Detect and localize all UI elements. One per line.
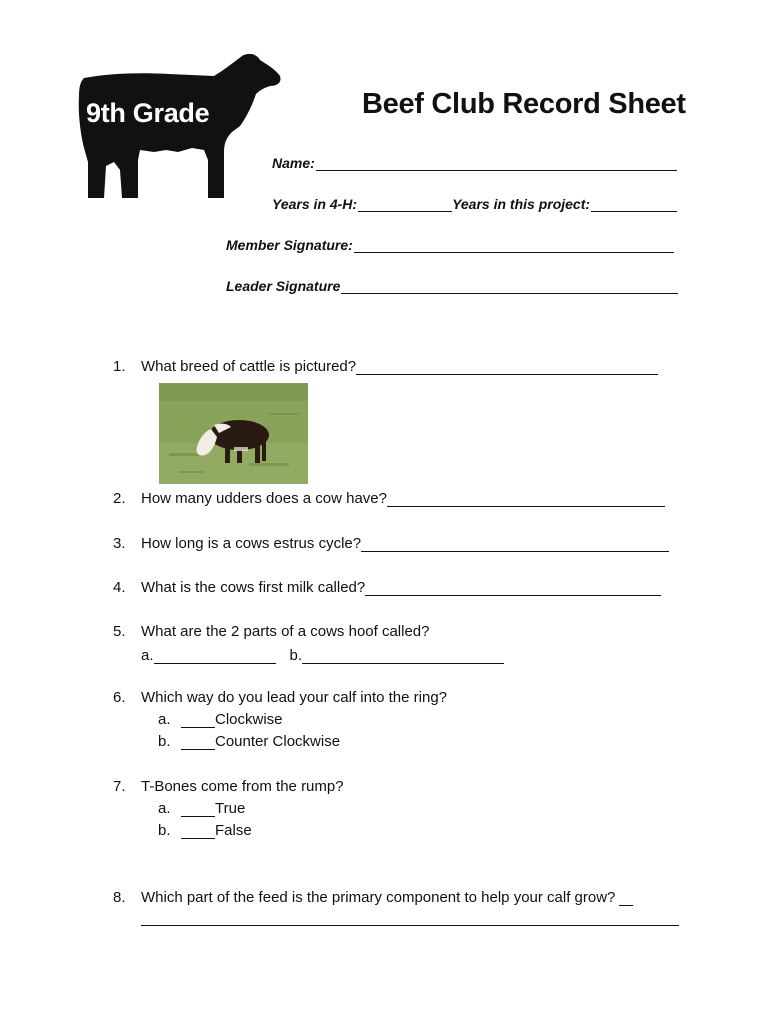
member-signature-line[interactable]: [354, 237, 674, 253]
option-letter: b.: [158, 733, 171, 750]
option-letter: a.: [158, 800, 171, 817]
question-6: [113, 689, 447, 706]
option-blank[interactable]: [181, 801, 215, 817]
question-3: [113, 535, 669, 552]
question-text: What are the 2 parts of a cows hoof called?: [141, 623, 430, 640]
option-blank[interactable]: [181, 823, 215, 839]
option-blank[interactable]: [181, 712, 215, 728]
option-label: True: [215, 800, 246, 817]
answer-line[interactable]: [387, 491, 665, 507]
question-8: [113, 889, 633, 906]
leader-signature-field[interactable]: [226, 278, 678, 294]
question-number: 4.: [113, 579, 126, 596]
page-title: Beef Club Record Sheet: [362, 88, 686, 120]
question-text: What breed of cattle is pictured?: [141, 358, 357, 375]
question-4: [113, 579, 661, 596]
years-project-label: Years in this project:: [452, 196, 591, 212]
option-letter: a.: [158, 711, 171, 728]
leader-signature-line[interactable]: [341, 278, 678, 294]
question-text: Which way do you lead your calf into the ring?: [141, 689, 447, 706]
name-field[interactable]: [272, 155, 677, 171]
question-text: How many udders does a cow have?: [141, 490, 387, 507]
question-7: [113, 778, 344, 795]
answer-b-letter: b.: [289, 647, 303, 664]
question-number: 1.: [113, 358, 126, 375]
option-label: Clockwise: [215, 711, 283, 728]
option-blank[interactable]: [181, 734, 215, 750]
member-signature-field[interactable]: [226, 237, 674, 253]
answer-line[interactable]: [365, 580, 661, 596]
answer-line[interactable]: [356, 359, 658, 375]
option-counter-clockwise: [158, 733, 340, 750]
question-1: [113, 358, 658, 375]
question-text: What is the cows first milk called?: [141, 579, 366, 596]
name-line[interactable]: [316, 155, 677, 171]
option-clockwise: [158, 711, 283, 728]
member-signature-label: Member Signature:: [226, 237, 353, 253]
grade-label: 9th Grade: [86, 98, 210, 128]
years-4h-line[interactable]: [358, 196, 452, 212]
question-number: 5.: [113, 623, 126, 640]
question-text: T-Bones come from the rump?: [141, 778, 344, 795]
question-text: Which part of the feed is the primary component to help your calf grow?: [141, 889, 616, 906]
answer-line[interactable]: [361, 536, 669, 552]
years-4h-label: Years in 4-H:: [272, 196, 358, 212]
name-label: Name:: [272, 155, 315, 171]
question-2: [113, 490, 665, 507]
option-true: [158, 800, 245, 817]
answer-line[interactable]: [141, 913, 679, 926]
option-label: False: [215, 822, 252, 839]
answer-line-start[interactable]: [619, 890, 633, 906]
option-false: [158, 822, 252, 839]
answer-b-line[interactable]: [302, 648, 504, 664]
answer-a-letter: a.: [141, 647, 154, 664]
option-label: Counter Clockwise: [215, 733, 341, 750]
leader-signature-label: Leader Signature: [226, 278, 341, 294]
question-5: [113, 623, 430, 640]
question-5-answers: [141, 647, 504, 664]
question-number: 3.: [113, 535, 126, 552]
option-letter: b.: [158, 822, 171, 839]
question-number: 7.: [113, 778, 126, 795]
answer-a-line[interactable]: [154, 648, 276, 664]
question-text: How long is a cows estrus cycle?: [141, 535, 362, 552]
question-number: 8.: [113, 889, 126, 906]
hereford-cow-photo: [159, 383, 308, 484]
years-field-row: [272, 196, 677, 212]
question-number: 2.: [113, 490, 126, 507]
years-project-line[interactable]: [591, 196, 677, 212]
question-number: 6.: [113, 689, 126, 706]
